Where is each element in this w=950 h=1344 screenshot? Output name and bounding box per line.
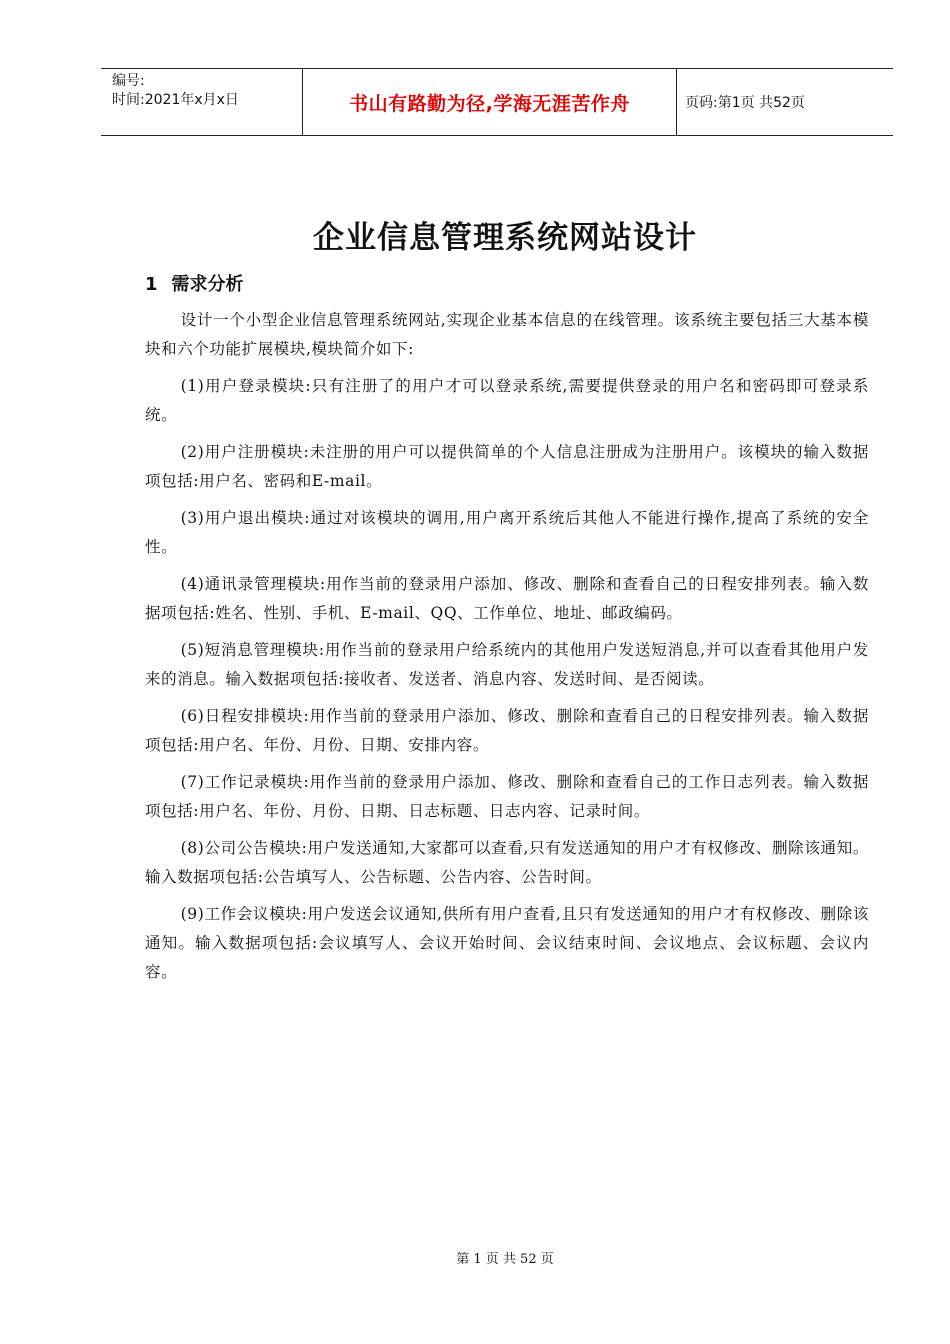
page-header [101,68,893,136]
page-footer: 第 1 页 共 52 页 [456,1252,554,1267]
header-page-info: 页码:第1页 共52页 [685,95,805,111]
document-title: 企业信息管理系统网站设计 [313,220,697,256]
paragraph: (9)工作会议模块:用户发送会议通知,供所有用户查看,且只有发送通知的用户才有权修改、删除该通知。输入数据项包括:会议填写人、会议开始时间、会议结束时间、会议地点、会议标题、会议内容。 [145,905,869,981]
number-label: 编号: [112,73,145,89]
paragraph: (7)工作记录模块:用作当前的登录用户添加、修改、删除和查看自己的工作日志列表。输入数据项包括:用户名、年份、月份、日期、日志标题、日志内容、记录时间。 [145,773,869,820]
section-number: 1 [145,274,158,295]
paragraph: (5)短消息管理模块:用作当前的登录用户给系统内的其他用户发送短消息,并可以查看其他用户发来的消息。输入数据项包括:接收者、发送者、消息内容、发送时间、是否阅读。 [145,641,869,688]
section-title: 需求分析 [171,274,244,295]
header-meta [101,69,303,135]
time-label: 时间:2021年x月x日 [112,92,239,108]
paragraph: (1)用户登录模块:只有注册了的用户才可以登录系统,需要提供登录的用户名和密码即可登录系统。 [145,377,869,424]
section-heading [145,270,244,296]
paragraph: (3)用户退出模块:通过对该模块的调用,用户离开系统后其他人不能进行操作,提高了系统的安全性。 [145,509,869,556]
paragraph: (8)公司公告模块:用户发送通知,大家都可以查看,只有发送通知的用户才有权修改、删除该通知。输入数据项包括:公告填写人、公告标题、公告内容、公告时间。 [145,839,869,886]
paragraph: (4)通讯录管理模块:用作当前的登录用户添加、修改、删除和查看自己的日程安排列表。输入数据项包括:姓名、性别、手机、E-mail、QQ、工作单位、地址、邮政编码。 [145,575,869,622]
paragraph: (2)用户注册模块:未注册的用户可以提供简单的个人信息注册成为注册用户。该模块的输入数据项包括:用户名、密码和E-mail。 [145,443,869,490]
paragraph: (6)日程安排模块:用作当前的登录用户添加、修改、删除和查看自己的日程安排列表。输入数据项包括:用户名、年份、月份、日期、安排内容。 [145,707,869,754]
paragraph: 设计一个小型企业信息管理系统网站,实现企业基本信息的在线管理。该系统主要包括三大基本模块和六个功能扩展模块,模块简介如下: [145,311,869,358]
header-motto: 书山有路勤为径,学海无涯苦作舟 [303,69,677,135]
document-body [145,306,869,995]
